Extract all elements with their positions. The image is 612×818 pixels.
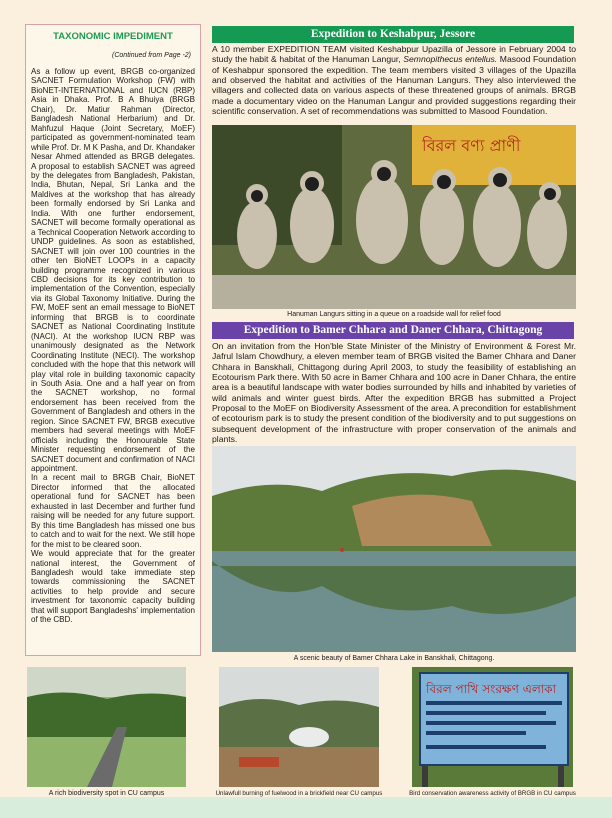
paragraph-text: Masood Foundation of Keshabpur sponsored the expedition. The team members visited 3 villages of the Upazilla and observed the habitat and activities of the Hanuman Langurs. They also interviewed the villagers and collected data on various aspects of these threatened groups of animals. BRGB made a documentary video on the Hanuman Langur and provided suggestions regarding their scientific conservation. A set of recommendations was submitted to Masood Foundation. — [212, 54, 576, 117]
bird-conservation-caption: Bird conservation awareness activity of BRGB in CU campus — [409, 790, 576, 797]
taxonomic-impediment-title: TAXONOMIC IMPEDIMENT — [53, 31, 173, 42]
bamer-chhara-heading: Expedition to Bamer Chhara and Daner Chhara, Chittagong — [212, 322, 574, 339]
continued-note: (Continued from Page -2) — [112, 52, 191, 59]
photo-sign-text: বিরল বণ্য প্রাণী — [422, 136, 521, 155]
langur-photo — [212, 125, 576, 309]
taxonomic-impediment-body — [31, 67, 195, 625]
lake-photo — [212, 446, 576, 652]
lake-photo-caption: A scenic beauty of Bamer Chhara Lake in Banskhali, Chittagong. — [293, 655, 495, 662]
sign-title: বিরল পাখি সংরক্ষণ এলাকা — [426, 682, 557, 696]
bottom-band — [0, 797, 612, 818]
bird-conservation-photo — [412, 667, 573, 787]
brickfield-caption: Unlawfull burning of fuelwood in a brickfield near CU campus — [215, 790, 383, 797]
brickfield-photo — [219, 667, 379, 787]
body-paragraph: As a follow up event, BRGB co-organized SACNET Formulation Workshop (FW) with BioNET-INTERNATIONAL and IUCN (RBP) Asia in Dhaka. Prof. B A Bhuiya (BRGB Chair), Dr. Matiur Rahman (Director, Bangladesh National Herbarium) and Dr. Mahfuzul Haque (Joint Secretary, MoEF) participated as government-nominated team while Prof. Dr. M K Pasha, and Dr. Khandaker Nesar Ahmed attended as BRGB delegates. A proposal to establish SACNET was agreed by the delegates from Bangladesh, Pakistan, India, Bhutan, Nepal, Sri Lanka and the Maldives at the workshop that has already been formally endorsed by Sri Lanka and India. With one further endorsement, SACNET will become formally operational as a Technical Cooperation Network according to UNDP guidelines. As soon as established, SACNET will join over 100 countries in the other ten BioNET LOOPs in a capacity building programme recognized in various CBD decisions for its key contribution to implementation of the Convention, especially via its Global Taxonomy Initiative. During the FW, MoEF sent an email message to BioNET informing that BRGB is to coordinate SACNET as National Coordinating Institute (NACI). At the workshop IUCN RBP was unanimously designated as the Network Coordinating Institute (NECI). The workshop concluded with the hope that this network will play vital role in building taxonomic capacity in South Asia. One and a half year on from the SACNET workshop, no formal endorsement has been received from the Government of Bangladesh and others in the region. Since SACNET FW, BRGB executive members had several meetings with MoEF officials including the Honourable State Minister requesting endorsement of the SACNET document and confirmation of NACI appointment. — [31, 67, 196, 474]
paragraph-text: A 10 member EXPEDITION TEAM visited Keshabpur Upazilla of Jessore in February 2004 to study the habit & habitat of the Hanuman Langur, — [212, 44, 576, 65]
langur-photo-caption: Hanuman Langurs sitting in a queue on a roadside wall for relief food — [287, 311, 501, 318]
cu-campus-caption: A rich biodiversity spot in CU campus — [48, 790, 165, 797]
species-name: Semnopithecus entellus. — [403, 54, 498, 65]
keshabpur-heading: Expedition to Keshabpur, Jessore — [212, 26, 574, 43]
body-paragraph: We would appreciate that for the greater national interest, the Government of Bangladesh would take immediate step towards commissioning the SACNET activities to help provide and secure investment for taxonomic capacity building that will support Bangladeshs' implementation of the CBD. — [31, 549, 195, 625]
bamer-chhara-paragraph: On an invitation from the Hon'ble State Minister of the Ministry of Environment & Forest Mr. Jafrul Islam Chowdhury, a eleven member team of BRGB visited the Bamer Chhara and Daner Chhara in Banskhali, Chittagong during April 2003, to study the feasibility of establishing an Ecotourism Park there. With 50 acre in Bamer Chhara and 100 acre in Daner Chhara, the entire area is a beautiful landscape with water bodies surrounded by hills and inhabited by varieties of wild animals and winter guest birds. After the expedition BRGB has submitted a Project Proposal to the MoEF on Biodiversity Assessment of the area. A precondition for establishment of ecotourism park is to study the present condition of the biodiversity and to put suggestions on subsequent development of the infrastructure with proper conservation of the animals and plants. — [212, 341, 577, 445]
body-paragraph: In a recent mail to BRGB Chair, BioNET Director informed that the allocated operational fund for SACNET has been exhausted in last December and further fund raising will be needed for any future support. By this time Bangladesh has missed one bus to catch and to wait for the next. We still hope for the mist to be cleared soon. — [31, 473, 195, 549]
taxonomic-impediment-box — [25, 24, 201, 656]
keshabpur-paragraph — [212, 44, 576, 116]
cu-campus-photo — [27, 667, 186, 787]
